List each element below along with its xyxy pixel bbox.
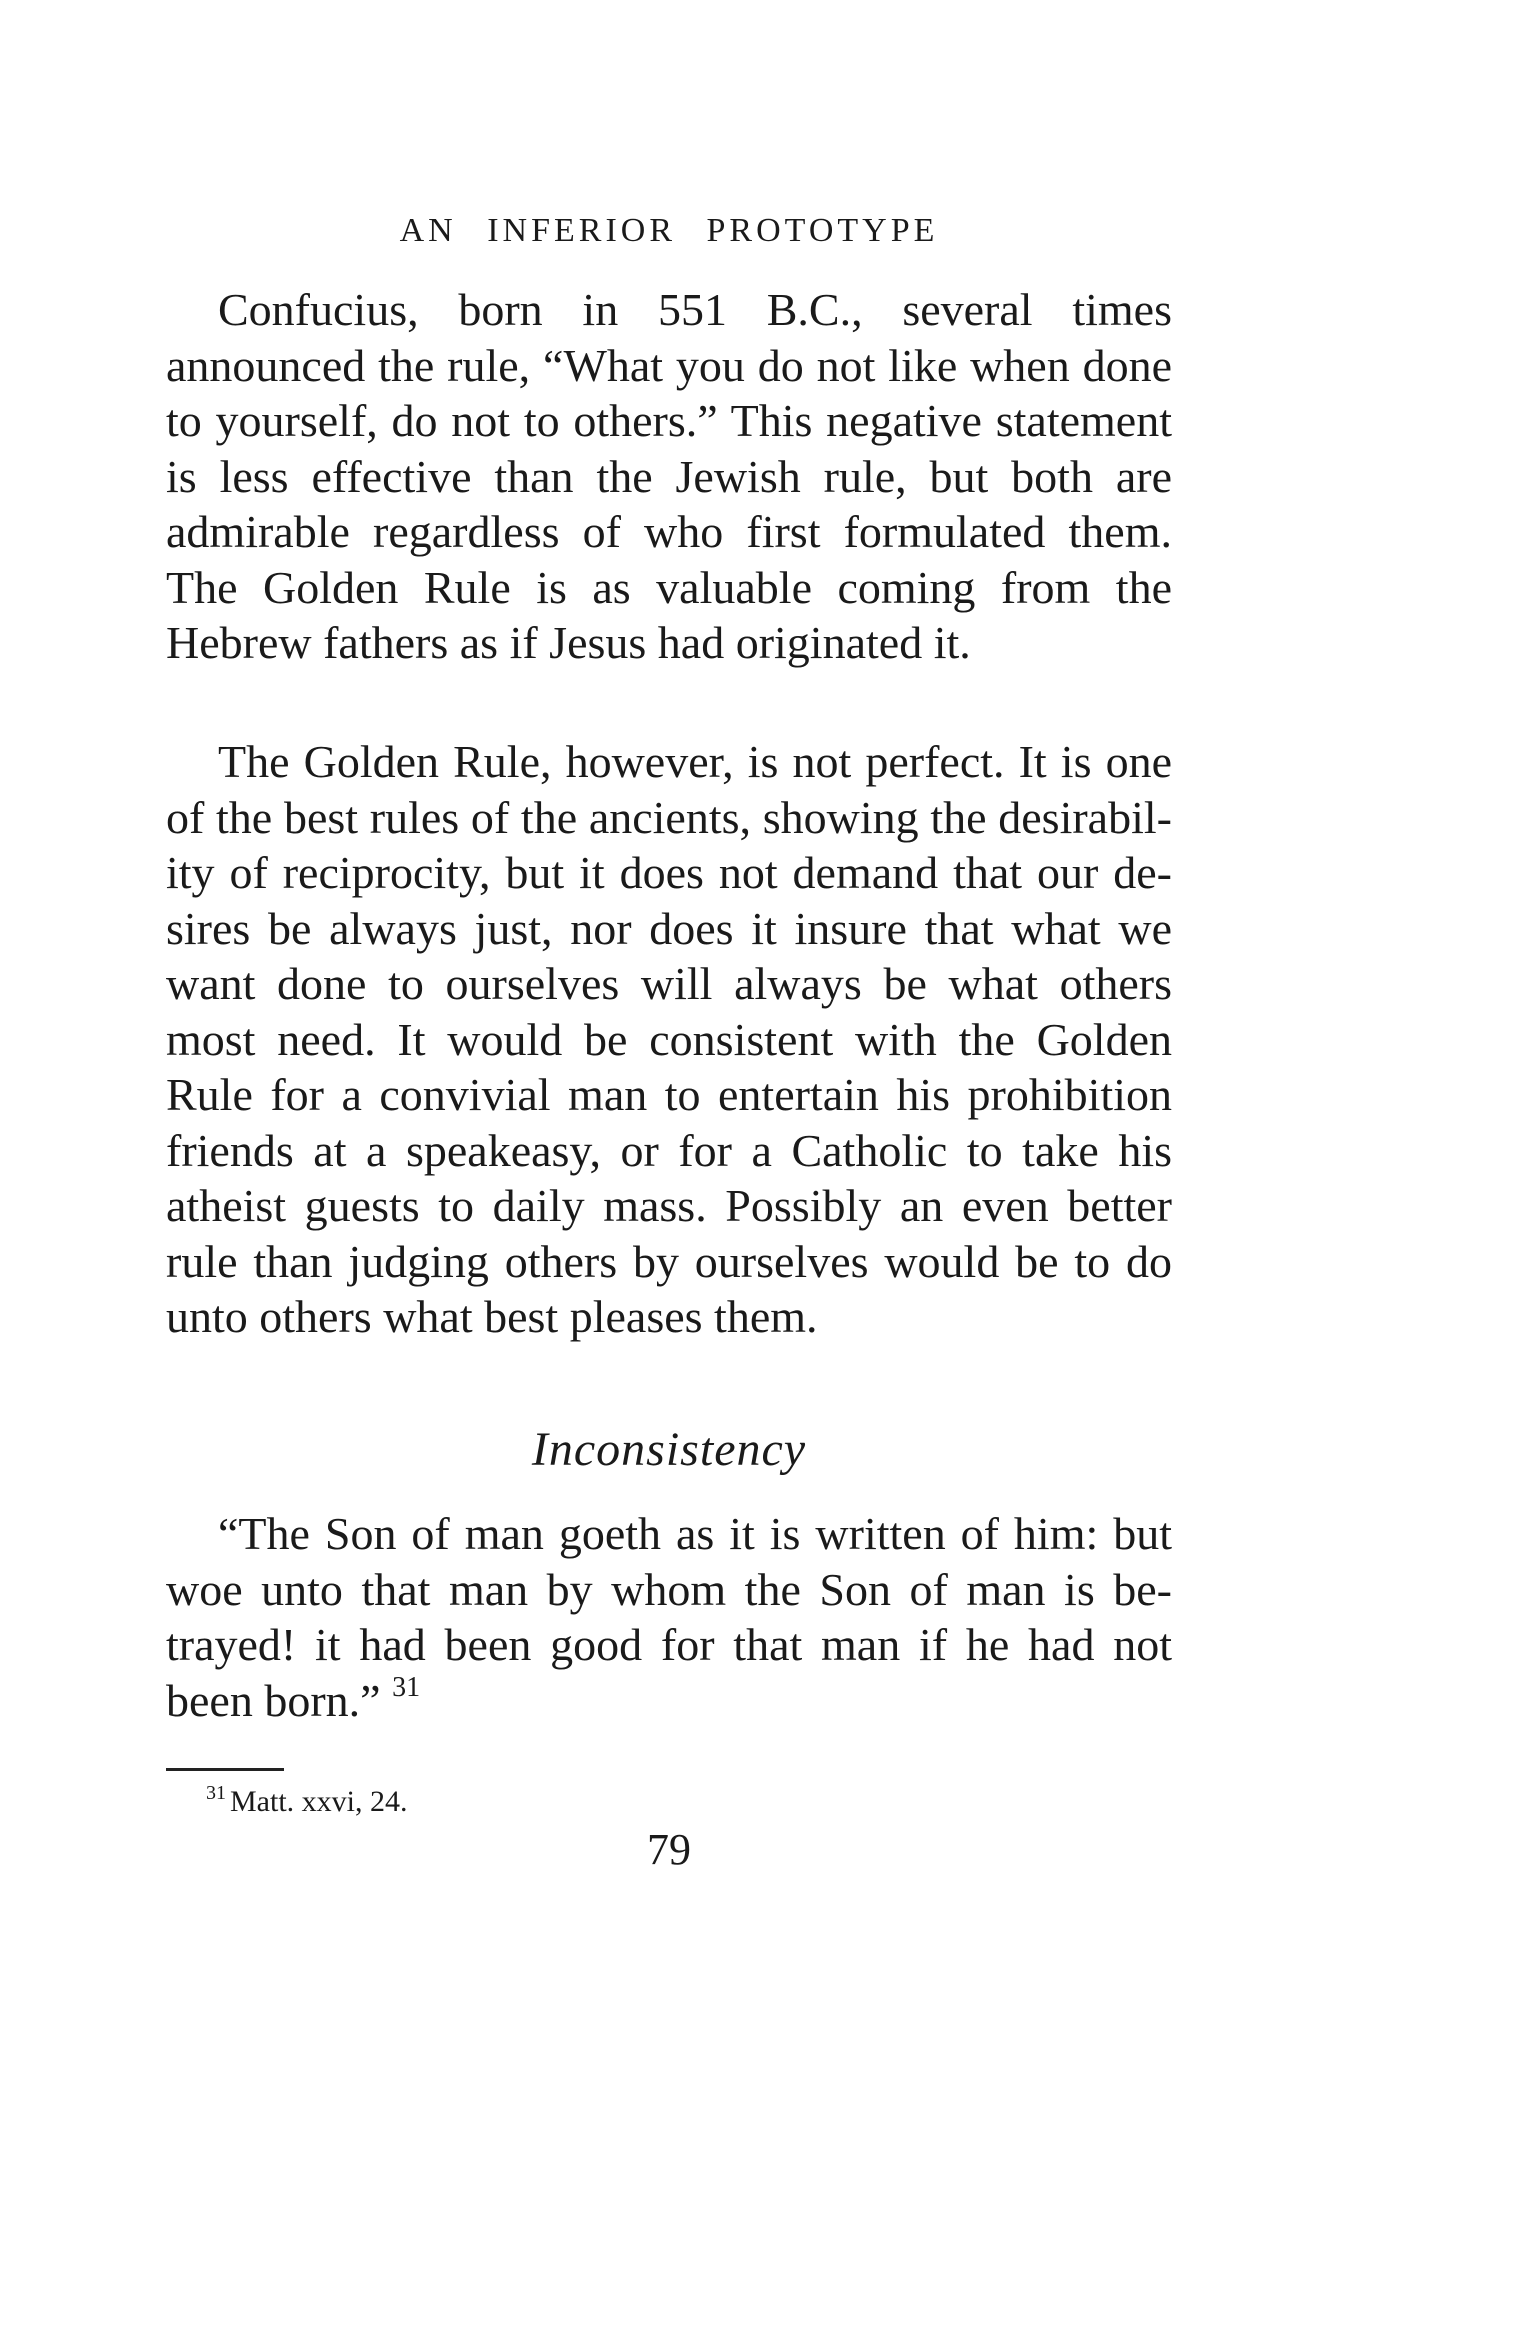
footnote-number: 31 <box>206 1782 226 1804</box>
paragraph-quotation <box>166 1506 1172 1728</box>
paragraph-text: Confucius, born in 551 B.C., several times announced the rule, “What you do not like when done to yourself, do not to others.” This negative statement is less effective than the Jewish rule, but both are admirable regardless of who first formulated them. The Golden Rule is as valuable coming from the Hebrew fathers as if Jesus had originated it. <box>166 284 1172 668</box>
section-heading: Inconsistency <box>531 1423 807 1476</box>
footnote-reference[interactable]: 31 <box>392 1671 421 1703</box>
footnote-text: Matt. xxvi, 24. <box>230 1785 408 1818</box>
footnote-divider <box>166 1768 284 1771</box>
quotation-text: “The Son of man goeth as it is written of him: but woe unto that man by whom the Son of man is betrayed! it had been good for that man if he had not been born.” <box>166 1508 1172 1726</box>
footnote <box>206 1782 408 1822</box>
paragraph-text: The Golden Rule, however, is not perfect. It is one of the best rules of the ancients, showing the desirability of reciprocity, but it does not demand that our desires be always just, nor does it insure that what we want done to ourselves will always be what others most need. It would be consistent with the Golden Rule for a convivial man to entertain his prohibition friends at a speakeasy, or for a Catholic to take his atheist guests to daily mass. Possibly an even better rule than judging others by ourselves would be to do unto others what best pleases them. <box>166 736 1172 1342</box>
page-number: 79 <box>647 1825 691 1874</box>
paragraph-text <box>166 1506 1172 1728</box>
paragraph-golden-rule <box>166 734 1172 1345</box>
running-head: AN INFERIOR PROTOTYPE <box>399 212 939 249</box>
paragraph-confucius <box>166 282 1172 671</box>
